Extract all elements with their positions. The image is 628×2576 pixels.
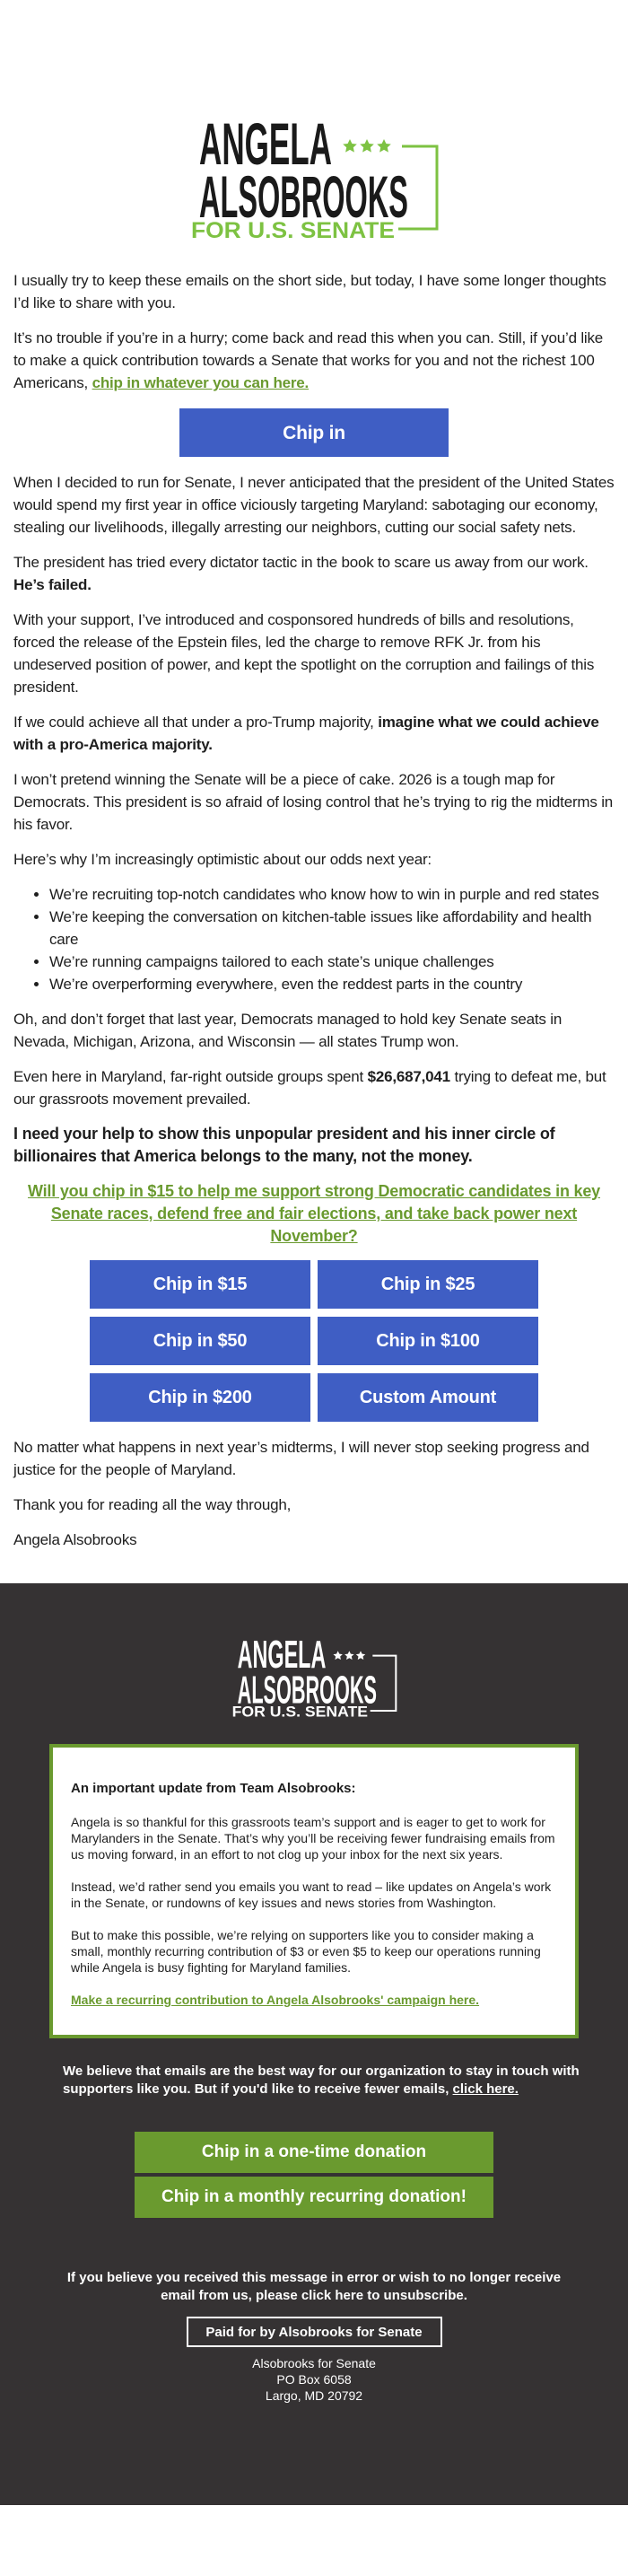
- fewer-emails-copy: We believe that emails are the best way for our organization to stay in touch with supporters like you. But if you'd like to receive fewer emails,: [63, 2063, 580, 2097]
- paragraph: [71, 1992, 557, 2008]
- chip-in-15-button[interactable]: Chip in $15: [90, 1260, 310, 1309]
- chip-in-25-button[interactable]: Chip in $25: [318, 1260, 538, 1309]
- footer-logo: [224, 1630, 404, 1720]
- paragraph: [13, 1065, 615, 1110]
- paragraph-text: It’s no trouble if you’re in a hurry; come back and read this when you can. Still, if you’d like to make a quick contribution towards a Senate that works for you and not the richest 100 Americans,: [13, 329, 604, 391]
- update-box: [49, 1744, 579, 2038]
- paid-for-disclaimer: Paid for by Alsobrooks for Senate: [187, 2317, 442, 2347]
- bold-text: He’s failed.: [13, 576, 92, 593]
- paragraph: [13, 711, 615, 756]
- campaign-logo: [179, 108, 449, 247]
- paragraph: When I decided to run for Senate, I never anticipated that the president of the United States would spend my first year in office viciously targeting Maryland: sabotaging our economy, stealing our livelihoods, illegally arresting our neighbors, cutting our social safety nets.: [13, 474, 615, 536]
- paragraph-text: The president has tried every dictator tactic in the book to scare us away from our work.: [13, 554, 589, 571]
- paragraph: Oh, and don’t forget that last year, Democrats managed to hold key Senate seats in Nevada, Michigan, Arizona, and Wisconsin — all states Trump won.: [13, 1011, 563, 1050]
- bold-text: imagine what we could achieve with a pro-America majority.: [13, 714, 599, 753]
- footer: [0, 1583, 628, 2505]
- chip-in-link[interactable]: chip in whatever you can here.: [92, 374, 310, 391]
- signature: Angela Alsobrooks: [13, 1531, 137, 1548]
- logo-line-1: ANGELA: [199, 110, 332, 177]
- chip-in-100-button[interactable]: Chip in $100: [318, 1317, 538, 1365]
- address-line: PO Box 6058: [276, 2372, 352, 2387]
- paragraph: Thank you for reading all the way through,: [13, 1496, 292, 1513]
- paragraph-text: Even here in Maryland, far-right outside groups spent: [13, 1068, 368, 1085]
- stars-icon: [333, 1651, 365, 1660]
- paragraph: [13, 327, 615, 394]
- list-item: • We’re keeping the conversation on kitchen-table issues like affordability and health care: [49, 906, 615, 951]
- list-item: • We’re recruiting top-notch candidates who know how to win in purple and red states: [49, 883, 615, 906]
- paragraph: I won’t pretend winning the Senate will be a piece of cake. 2026 is a tough map for Democrats. This president is so afraid of losing control that he’s trying to rig the midterms in his favor.: [13, 771, 614, 833]
- paragraph: No matter what happens in next year’s midterms, I will never stop seeking progress and justice for the people of Maryland.: [13, 1439, 589, 1478]
- logo-line-2: ALSOBROOKS: [199, 163, 408, 230]
- paragraph-text: If we could achieve all that under a pro-Trump majority,: [13, 714, 379, 731]
- ask-link[interactable]: Will you chip in $15 to help me support strong Democratic candidates in key Senate races, defend free and fair elections, and take back power next November?: [28, 1182, 600, 1245]
- paragraph: With your support, I’ve introduced and cosponsored hundreds of bills and resolutions, forced the release of the Epstein files, led the charge to remove RFK Jr. from his undeserved position of power, and kept the spotlight on the corruption and failings of this president.: [13, 611, 595, 696]
- fewer-emails-text: [63, 2063, 583, 2098]
- logo-line-1: ANGELA: [237, 1633, 327, 1677]
- chip-in-50-button[interactable]: Chip in $50: [90, 1317, 310, 1365]
- logo-line-2: ALSOBROOKS: [237, 1668, 377, 1713]
- list-item: • We’re overperforming everywhere, even the reddest parts in the country: [49, 973, 615, 995]
- paragraph: Here’s why I’m increasingly optimistic about our odds next year:: [13, 851, 432, 868]
- reasons-list: [13, 883, 615, 995]
- stars-icon: [343, 139, 391, 153]
- chip-in-200-button[interactable]: Chip in $200: [90, 1373, 310, 1422]
- recurring-contribution-link[interactable]: Make a recurring contribution to Angela Alsobrooks' campaign here.: [71, 1993, 480, 2007]
- fewer-emails-link[interactable]: click here.: [452, 2081, 519, 2097]
- one-time-donation-button[interactable]: Chip in a one-time donation: [135, 2132, 493, 2173]
- paragraph: But to make this possible, we’re relying on supporters like you to consider making a small, monthly recurring contribution of $3 or even $5 to keep our operations running while Angela is busy fighting for Maryland families.: [71, 1928, 541, 1975]
- paragraph: Angela is so thankful for this grassroots team’s support and is eager to get to work for Marylanders in the Senate. That’s why you’ll be receiving fewer fundraising emails from us moving forward, in an effort to not clog up your inbox for the next six years.: [71, 1815, 555, 1862]
- address-line: Alsobrooks for Senate: [252, 2356, 376, 2370]
- paragraph-text: trying to defeat me, but our grassroots movement prevailed.: [13, 1068, 606, 1108]
- address-line: Largo, MD 20792: [265, 2388, 363, 2403]
- logo-line-3: FOR U.S. SENATE: [231, 1703, 368, 1720]
- unsubscribe-link[interactable]: If you believe you received this message in error or wish to no longer receive email from us, please click here to unsubscribe.: [66, 2270, 562, 2303]
- monthly-donation-button[interactable]: Chip in a monthly recurring donation!: [135, 2177, 493, 2218]
- logo-line-3: FOR U.S. SENATE: [191, 218, 395, 243]
- ask-paragraph: [13, 1180, 615, 1248]
- paragraph: I usually try to keep these emails on the short side, but today, I have some longer thoughts I’d like to share with you.: [13, 272, 606, 311]
- header: [0, 0, 628, 269]
- chip-in-button[interactable]: Chip in: [179, 408, 449, 457]
- donation-amounts: [13, 1260, 615, 1422]
- paragraph: Instead, we’d rather send you emails you want to read – like updates on Angela’s work in the Senate, or rundowns of key issues and news stories from Washington.: [71, 1879, 552, 1910]
- custom-amount-button[interactable]: Custom Amount: [318, 1373, 538, 1422]
- email-body: [0, 269, 628, 1551]
- mailing-address: [0, 2355, 628, 2404]
- paragraph: I need your help to show this unpopular president and his inner circle of billionaires that America belongs to the many, not the money.: [13, 1125, 555, 1165]
- paragraph: [13, 551, 615, 596]
- box-title: An important update from Team Alsobrooks:: [71, 1781, 356, 1796]
- list-item: • We’re running campaigns tailored to each state’s unique challenges: [49, 951, 615, 973]
- bold-amount: $26,687,041: [367, 1068, 450, 1085]
